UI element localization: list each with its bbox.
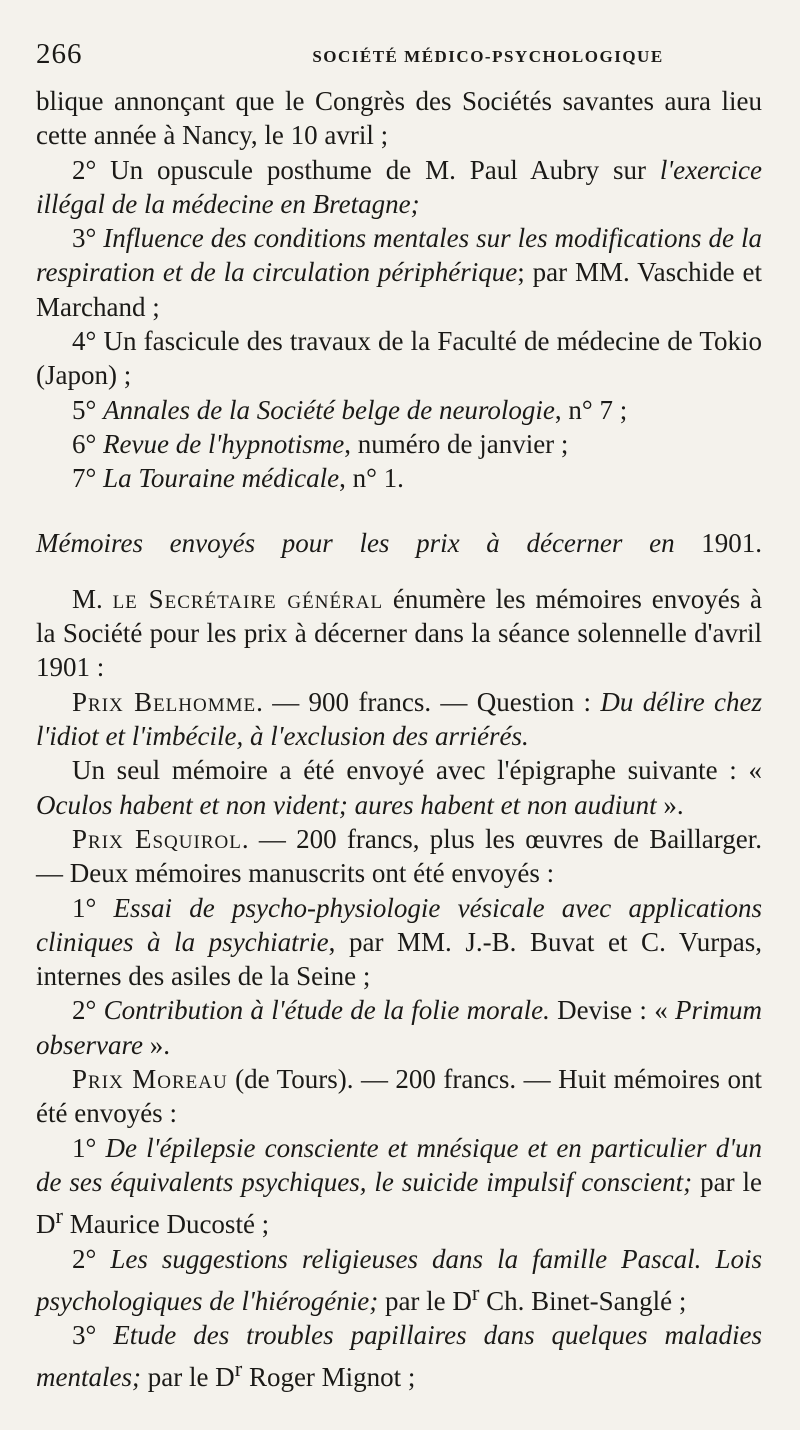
superscript: r: [55, 1203, 63, 1229]
text: par le D: [140, 1362, 235, 1393]
text: 1°: [72, 1132, 106, 1163]
prix-belhomme: [36, 685, 762, 754]
item-annales: [36, 393, 762, 427]
item-tokio: [36, 324, 762, 393]
text: ; par MM. Vaschide et Marchand ;: [36, 257, 762, 322]
item-mignot: [36, 1318, 762, 1395]
text: Maurice Ducosté ;: [63, 1209, 270, 1240]
spacer: [36, 560, 762, 582]
italic-title: Etude des troubles papillaires dans quelques maladies mentales;: [36, 1320, 762, 1393]
superscript: r: [471, 1279, 480, 1305]
text: 2°: [72, 1243, 111, 1274]
text: 7°: [72, 463, 104, 494]
text: Un seul mémoire a été envoyé avec l'épigraphe suivante : «: [72, 755, 762, 786]
text: , n° 1.: [339, 463, 404, 494]
prize-name: Prix Moreau: [72, 1064, 228, 1095]
text: énumère les mémoires envoyés à la Société pour les prix à décerner dans la séance solennelle d'avril 1901 :: [36, 583, 762, 683]
running-title: SOCIÉTÉ MÉDICO-PSYCHOLOGIQUE: [312, 47, 664, 66]
text: blique annonçant que le Congrès des Sociétés savantes aura lieu cette année à Nancy, le 10 avril ;: [36, 86, 762, 151]
italic-title: Les suggestions religieuses dans la famille Pascal. Lois psychologiques de l'hiérogénie;: [36, 1243, 762, 1316]
text: 2°: [72, 995, 104, 1026]
text: 3°: [72, 223, 104, 254]
spacer: [36, 496, 762, 526]
item-aubry: [36, 153, 762, 222]
text: 1°: [72, 892, 114, 923]
italic-title: Contribution à l'étude de la folie morale.: [103, 995, 550, 1026]
item-buvat: [36, 891, 762, 994]
text: ».: [656, 789, 684, 820]
item-binet-sangle: [36, 1242, 762, 1319]
page-header: [36, 38, 770, 74]
text: 4° Un fascicule des travaux de la Faculté de médecine de Tokio (Japon) ;: [36, 326, 762, 391]
text: 2° Un opuscule posthume de M. Paul Aubry sur: [72, 154, 660, 185]
italic-question: Du délire chez l'idiot et l'imbécile, à l'exclusion des arriérés.: [36, 686, 762, 752]
paragraph-secretaire: [36, 582, 762, 685]
item-vaschide: [36, 221, 762, 324]
item-folie-morale: [36, 993, 762, 1062]
italic-title: Influence des conditions mentales sur les modifications de la respiration et de la circulation périphérique: [36, 223, 762, 288]
heading-year: 1901.: [701, 527, 762, 558]
item-touraine: [36, 461, 762, 495]
paragraph-epigraphe: [36, 753, 762, 822]
text: 6°: [72, 428, 104, 459]
italic-epigraph: Oculos habent et non vident; aures habent et non audiunt: [36, 789, 657, 820]
italic-title: l'exercice illégal de la médecine en Bretagne;: [36, 154, 762, 219]
text: ».: [142, 1029, 170, 1060]
text: Ch. Binet-Sanglé ;: [479, 1285, 687, 1316]
small-caps-name: le Secrétaire général: [112, 583, 384, 614]
paragraph-congres: [36, 84, 762, 153]
section-heading: [36, 526, 762, 560]
italic-title: Revue de l'hypnotisme: [103, 428, 345, 459]
text: par le D: [36, 1166, 762, 1240]
text: Devise : «: [549, 995, 675, 1026]
text: (de Tours). — 200 francs. — Huit mémoires ont été envoyés :: [36, 1064, 763, 1129]
text: M.: [72, 583, 113, 614]
text: . — 900 francs. — Question :: [256, 686, 601, 717]
prix-moreau: [36, 1062, 762, 1131]
italic-title: La Touraine médicale: [103, 463, 340, 494]
heading-italic: Mémoires envoyés pour les prix à décerner en: [36, 527, 702, 558]
italic-title: De l'épilepsie consciente et mnésique et en particulier d'un de ses équivalents psychiques, le suicide impulsif conscient;: [36, 1132, 762, 1197]
text: Roger Mignot ;: [242, 1362, 416, 1393]
italic-devise: Primum observare: [36, 995, 762, 1060]
superscript: r: [234, 1356, 243, 1382]
prize-name: Prix Belhomme: [72, 686, 257, 717]
text: . — 200 francs, plus les œuvres de Baillarger. — Deux mémoires manuscrits ont été envoyés :: [36, 823, 762, 889]
page-number: 266: [36, 38, 83, 70]
italic-title: Annales de la Société belge de neurologie: [103, 394, 555, 425]
text: , par MM. J.-B. Buvat et C. Vurpas, internes des asiles de la Seine ;: [36, 926, 763, 992]
text: , numéro de janvier ;: [344, 428, 569, 459]
italic-title: Essai de psycho-physiologie vésicale avec applications cliniques à la psychiatrie: [36, 892, 762, 957]
text: , n° 7 ;: [554, 394, 628, 425]
text: 5°: [72, 394, 104, 425]
page-body: [36, 84, 762, 1395]
prize-name: Prix Esquirol: [72, 823, 242, 854]
text: 3°: [72, 1320, 114, 1351]
prix-esquirol: [36, 822, 762, 891]
item-revue: [36, 427, 762, 461]
item-ducoste: [36, 1131, 762, 1242]
text: par le D: [378, 1285, 472, 1316]
